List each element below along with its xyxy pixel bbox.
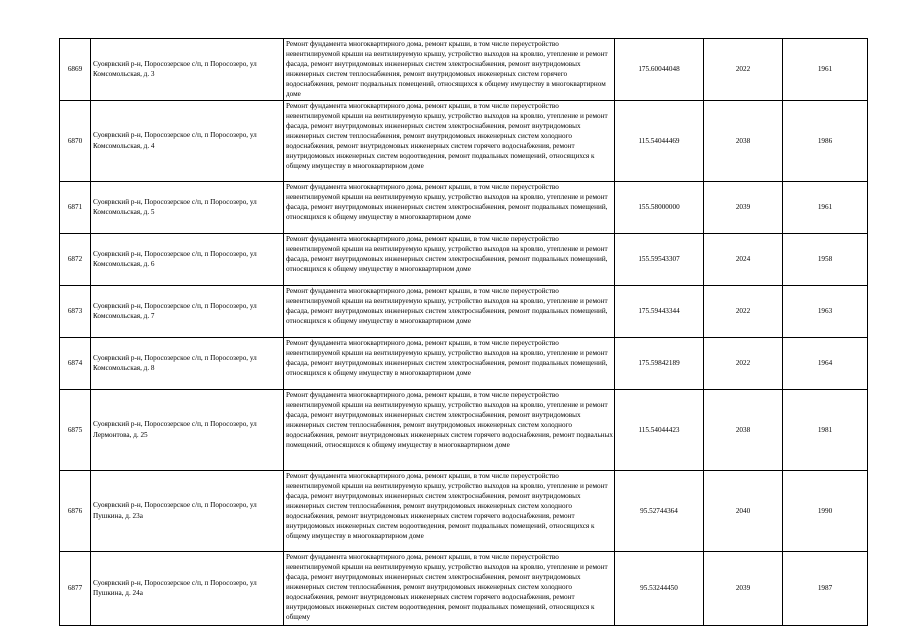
cost-cell: 95.52744364 (615, 470, 704, 551)
works-list-cell: Ремонт фундамента многоквартирного дома, ремонт крыши, в том числе переустройство невентилируемой крыши на вентилируемую крышу, устройство выходов на кровлю, утепление и ремонт фасада, ремонт внутридомовых инженерных систем электроснабжения, ремонт внутридомовых инженерных систем теплоснабжения, ремонт внутридомовых инженерных систем холодного водоснабжения, ремонт внутридомовых инженерных систем горячего водоснабжения, ремонт внутридомовых инженерных систем водоотведения, ремонт подвальных помещений, относящихся к общему имуществу в многоквартирном доме (284, 100, 615, 181)
table-row (60, 100, 868, 181)
row-number-cell: 6869 (60, 39, 91, 101)
build-year-cell: 1987 (783, 551, 868, 625)
planned-year-cell: 2039 (704, 181, 783, 233)
table-row (60, 285, 868, 337)
table-row (60, 470, 868, 551)
works-list-cell: Ремонт фундамента многоквартирного дома, ремонт крыши, в том числе переустройство невентилируемой крыши на вентилируемую крышу, устройство выходов на кровлю, утепление и ремонт фасада, ремонт внутридомовых инженерных систем электроснабжения, ремонт внутридомовых инженерных систем теплоснабжения, ремонт внутридомовых инженерных систем холодного водоснабжения, ремонт внутридомовых инженерных систем горячего водоснабжения, ремонт подвальных помещений, относящихся к общему имуществу в многоквартирном доме (284, 389, 615, 470)
planned-year-cell: 2038 (704, 100, 783, 181)
planned-year-cell: 2040 (704, 470, 783, 551)
planned-year-cell: 2039 (704, 551, 783, 625)
row-number-cell: 6872 (60, 233, 91, 285)
table-row (60, 233, 868, 285)
works-list-cell: Ремонт фундамента многоквартирного дома, ремонт крыши, в том числе переустройство невентилируемой крыши на вентилируемую крышу, устройство выходов на кровлю, утепление и ремонт фасада, ремонт внутридомовых инженерных систем электроснабжения, ремонт внутридомовых инженерных систем теплоснабжения, ремонт внутридомовых инженерных систем горячего водоснабжения, ремонт подвальных помещений, относящихся к общему имуществу в многоквартирном доме (284, 39, 615, 101)
works-list-cell: Ремонт фундамента многоквартирного дома, ремонт крыши, в том числе переустройство невентилируемой крыши на вентилируемую крышу, устройство выходов на кровлю, утепление и ремонт фасада, ремонт внутридомовых инженерных систем электроснабжения, ремонт подвальных помещений, относящихся к общему имуществу в многоквартирном доме (284, 337, 615, 389)
row-number-cell: 6876 (60, 470, 91, 551)
address-cell: Суоярвский р-н, Поросозерское с/п, п Поросозеро, ул Лермонтова, д. 25 (91, 389, 284, 470)
table-row (60, 551, 868, 625)
row-number-cell: 6874 (60, 337, 91, 389)
table-row (60, 181, 868, 233)
table-row (60, 39, 868, 101)
address-cell: Суоярвский р-н, Поросозерское с/п, п Поросозеро, ул Комсомольская, д. 4 (91, 100, 284, 181)
cost-cell: 175.59842189 (615, 337, 704, 389)
cost-cell: 115.54044469 (615, 100, 704, 181)
row-number-cell: 6870 (60, 100, 91, 181)
address-cell: Суоярвский р-н, Поросозерское с/п, п Поросозеро, ул Комсомольская, д. 7 (91, 285, 284, 337)
address-cell: Суоярвский р-н, Поросозерское с/п, п Поросозеро, ул Пушкина, д. 23а (91, 470, 284, 551)
works-list-cell: Ремонт фундамента многоквартирного дома, ремонт крыши, в том числе переустройство невентилируемой крыши на вентилируемую крышу, устройство выходов на кровлю, утепление и ремонт фасада, ремонт внутридомовых инженерных систем электроснабжения, ремонт подвальных помещений, относящихся к общему имуществу в многоквартирном доме (284, 233, 615, 285)
address-cell: Суоярвский р-н, Поросозерское с/п, п Поросозеро, ул Комсомольская, д. 8 (91, 337, 284, 389)
capital-repair-table (59, 38, 868, 626)
row-number-cell: 6875 (60, 389, 91, 470)
build-year-cell: 1986 (783, 100, 868, 181)
planned-year-cell: 2022 (704, 39, 783, 101)
build-year-cell: 1958 (783, 233, 868, 285)
address-cell: Суоярвский р-н, Поросозерское с/п, п Поросозеро, ул Пушкина, д. 24а (91, 551, 284, 625)
address-cell: Суоярвский р-н, Поросозерское с/п, п Поросозеро, ул Комсомольская, д. 3 (91, 39, 284, 101)
row-number-cell: 6877 (60, 551, 91, 625)
works-list-cell: Ремонт фундамента многоквартирного дома, ремонт крыши, в том числе переустройство невентилируемой крыши на вентилируемую крышу, устройство выходов на кровлю, утепление и ремонт фасада, ремонт внутридомовых инженерных систем электроснабжения, ремонт внутридомовых инженерных систем теплоснабжения, ремонт внутридомовых инженерных систем холодного водоснабжения, ремонт внутридомовых инженерных систем горячего водоснабжения, ремонт внутридомовых инженерных систем водоотведения, ремонт подвальных помещений, относящихся к общему (284, 551, 615, 625)
row-number-cell: 6873 (60, 285, 91, 337)
build-year-cell: 1981 (783, 389, 868, 470)
row-number-cell: 6871 (60, 181, 91, 233)
build-year-cell: 1990 (783, 470, 868, 551)
works-list-cell: Ремонт фундамента многоквартирного дома, ремонт крыши, в том числе переустройство невентилируемой крыши на вентилируемую крышу, устройство выходов на кровлю, утепление и ремонт фасада, ремонт внутридомовых инженерных систем электроснабжения, ремонт внутридомовых инженерных систем теплоснабжения, ремонт внутридомовых инженерных систем холодного водоснабжения, ремонт внутридомовых инженерных систем горячего водоснабжения, ремонт внутридомовых инженерных систем водоотведения, ремонт подвальных помещений, относящихся к общему имуществу в многоквартирном доме (284, 470, 615, 551)
address-cell: Суоярвский р-н, Поросозерское с/п, п Поросозеро, ул Комсомольская, д. 6 (91, 233, 284, 285)
cost-cell: 175.60044048 (615, 39, 704, 101)
planned-year-cell: 2038 (704, 389, 783, 470)
build-year-cell: 1963 (783, 285, 868, 337)
works-list-cell: Ремонт фундамента многоквартирного дома, ремонт крыши, в том числе переустройство невентилируемой крыши на вентилируемую крышу, устройство выходов на кровлю, утепление и ремонт фасада, ремонт внутридомовых инженерных систем электроснабжения, ремонт подвальных помещений, относящихся к общему имуществу в многоквартирном доме (284, 181, 615, 233)
cost-cell: 155.58000000 (615, 181, 704, 233)
table-row (60, 337, 868, 389)
cost-cell: 175.59443344 (615, 285, 704, 337)
planned-year-cell: 2022 (704, 337, 783, 389)
planned-year-cell: 2022 (704, 285, 783, 337)
cost-cell: 95.53244450 (615, 551, 704, 625)
table-row (60, 389, 868, 470)
build-year-cell: 1961 (783, 181, 868, 233)
works-list-cell: Ремонт фундамента многоквартирного дома, ремонт крыши, в том числе переустройство невентилируемой крыши на вентилируемую крышу, устройство выходов на кровлю, утепление и ремонт фасада, ремонт внутридомовых инженерных систем электроснабжения, ремонт подвальных помещений, относящихся к общему имуществу в многоквартирном доме (284, 285, 615, 337)
cost-cell: 115.54044423 (615, 389, 704, 470)
cost-cell: 155.59543307 (615, 233, 704, 285)
build-year-cell: 1964 (783, 337, 868, 389)
planned-year-cell: 2024 (704, 233, 783, 285)
address-cell: Суоярвский р-н, Поросозерское с/п, п Поросозеро, ул Комсомольская, д. 5 (91, 181, 284, 233)
build-year-cell: 1961 (783, 39, 868, 101)
